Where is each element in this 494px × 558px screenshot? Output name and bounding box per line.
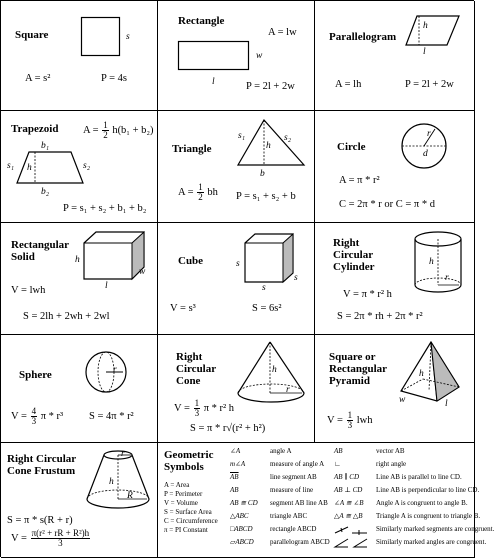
trapezoid-b1-label: b₁ — [41, 141, 50, 151]
symbol-row: □ABCD rectangle ABCD — [230, 525, 317, 533]
cube-side-label-bottom: s — [262, 283, 266, 293]
cone-surface: S = π * r√(r² + h²) — [190, 423, 266, 434]
rectangle-area: A = lw — [268, 27, 297, 38]
square-title: Square — [15, 29, 49, 41]
circle-shape — [401, 123, 447, 169]
cylinder-shape — [413, 231, 463, 293]
cone-title: Right Circular Cone — [176, 351, 216, 387]
pyramid-title: Square or Rectangular Pyramid — [329, 351, 387, 387]
rect-solid-h-label: h — [75, 255, 80, 265]
cell-sphere — [1, 335, 158, 443]
symbol-def: S = Surface Area — [164, 508, 212, 516]
rect-solid-w-label: w — [139, 267, 146, 277]
symbols-col1 — [230, 447, 330, 551]
symbol-row: Similarly marked angles are congruent. — [334, 538, 472, 551]
triangle-h-label: h — [266, 141, 271, 151]
cell-frustum — [1, 443, 158, 558]
cube-volume: V = s³ — [170, 303, 196, 314]
symbol-row: AB vector AB — [334, 447, 405, 455]
cube-side-label-left: s — [236, 259, 240, 269]
symbol-def: V = Volume — [164, 499, 198, 507]
symbol-row: ∠A angle A — [230, 447, 292, 455]
symbol-def: π = PI Constant — [164, 526, 208, 534]
cube-surface: S = 6s² — [252, 303, 282, 314]
trapezoid-s2-label: s₂ — [83, 161, 90, 171]
circle-d-label: d — [423, 149, 428, 159]
frustum-R-label: R — [127, 491, 133, 501]
cylinder-surface: S = 2π * rh + 2π * r² — [337, 311, 423, 322]
sphere-title: Sphere — [19, 369, 52, 381]
rectangle-title: Rectangle — [178, 15, 225, 27]
circle-area: A = π * r² — [339, 175, 380, 186]
rect-solid-surface: S = 2lh + 2wh + 2wl — [23, 311, 110, 322]
cylinder-title: Right Circular Cylinder — [333, 237, 375, 273]
cube-side-label-right: s — [294, 273, 298, 283]
cell-triangle — [158, 111, 315, 223]
symbol-row: Similarly marked segments are congruent. — [334, 525, 472, 538]
pyramid-volume: V = $\frac{1}{3}$ lwh — [327, 410, 373, 430]
triangle-title: Triangle — [172, 143, 212, 155]
pyramid-l-label: l — [445, 399, 448, 409]
triangle-s2-label: s₂ — [284, 133, 291, 143]
frustum-h-label: h — [109, 477, 114, 487]
trapezoid-s1-label: s₁ — [7, 161, 14, 171]
cell-square — [1, 1, 158, 111]
circle-circumference: C = 2π * r or C = π * d — [339, 199, 435, 210]
square-perimeter: P = 4s — [101, 73, 127, 84]
symbol-row: ▱ABCD parallelogram ABCD — [230, 538, 330, 546]
symbol-row: ∟ right angle — [334, 460, 407, 468]
sphere-surface: S = 4π * r² — [89, 411, 134, 422]
cell-cube — [158, 223, 315, 335]
pyramid-shape — [399, 341, 461, 407]
trapezoid-perimeter: P = s₁ + s₂ + b₁ + b₂ — [63, 203, 147, 214]
sphere-shape — [85, 351, 127, 393]
pyramid-h-label: h — [419, 369, 424, 379]
frustum-shape — [85, 447, 151, 511]
cube-shape — [244, 233, 294, 283]
frustum-r-label: r — [121, 449, 125, 459]
symbols-definitions — [164, 481, 218, 535]
symbol-row: ∠A ≅ ∠B Angle A is congruent to angle B. — [334, 499, 468, 507]
cell-trapezoid — [1, 111, 158, 223]
symbols-col2 — [334, 447, 494, 551]
symbol-def: C = Circumference — [164, 517, 218, 525]
symbols-title: Geometric Symbols — [164, 449, 214, 473]
cell-cone — [158, 335, 315, 443]
square-shape — [81, 17, 121, 57]
frustum-volume: V = $\frac{\text{π(r² + rR + R²)h}}{3}$ — [11, 528, 90, 548]
rect-solid-l-label: l — [105, 281, 108, 291]
symbol-row: △A ≅ △B Triangle A is congruent to triangle B. — [334, 512, 481, 520]
cone-h-label: h — [272, 365, 277, 375]
trapezoid-shape — [15, 151, 85, 185]
cell-parallelogram — [315, 1, 475, 111]
symbol-row: $\overline{AB}$ line segment AB — [230, 473, 317, 481]
symbol-row: AB measure of line — [230, 486, 314, 494]
cell-rectangle — [158, 1, 315, 111]
triangle-perimeter: P = s₁ + s₂ + b — [236, 191, 296, 202]
sphere-r-label: r — [113, 365, 117, 375]
symbol-row: m∠A measure of angle A — [230, 460, 325, 468]
symbol-def: A = Area — [164, 481, 190, 489]
cube-title: Cube — [178, 255, 204, 267]
rect-solid-title: Rectangular Solid — [11, 239, 69, 263]
frustum-title: Right Circular Cone Frustum — [7, 453, 76, 477]
trapezoid-title: Trapezoid — [11, 123, 59, 135]
square-area: A = s² — [25, 73, 51, 84]
parallelogram-area: A = lh — [335, 79, 362, 90]
parallelogram-title: Parallelogram — [329, 31, 397, 43]
cone-r-label: r — [286, 385, 290, 395]
symbol-def: P = Perimeter — [164, 490, 203, 498]
symbol-row: AB ⊥ CD Line AB is perpendicular to line CD. — [334, 486, 480, 494]
cell-cylinder — [315, 223, 475, 335]
rectangle-perimeter: P = 2l + 2w — [246, 81, 295, 92]
cylinder-volume: V = π * r² h — [343, 289, 392, 300]
rect-solid-volume: V = lwh — [11, 285, 46, 296]
pyramid-w-label: w — [399, 395, 406, 405]
square-side-label: s — [126, 32, 130, 42]
parallelogram-perimeter: P = 2l + 2w — [405, 79, 454, 90]
frustum-surface: S = π * s(R + r) — [7, 515, 73, 526]
triangle-area: A = $\frac{1}{2}$ bh — [178, 182, 218, 202]
trapezoid-h-label: h — [27, 163, 32, 173]
trapezoid-b2-label: b₂ — [41, 187, 50, 197]
congruent-segments-icon — [334, 525, 368, 535]
cone-volume: V = $\frac{1}{3}$ π * r² h — [174, 398, 235, 418]
cylinder-h-label: h — [429, 257, 434, 267]
triangle-b-label: b — [260, 169, 265, 179]
parallelogram-shape — [405, 15, 461, 49]
cell-symbols — [158, 443, 494, 558]
circle-r-label: r — [427, 129, 431, 139]
sphere-volume: V = $\frac{4}{3}$ π * r³ — [11, 406, 64, 426]
cell-pyramid — [315, 335, 475, 443]
triangle-s1-label: s₁ — [238, 131, 245, 141]
cone-shape — [236, 341, 306, 405]
symbol-row: AB ∥ CD Line AB is parallel to line CD. — [334, 473, 462, 481]
symbol-row: AB ≅ CD segment AB line AB — [230, 499, 328, 507]
symbol-row: △ABC triangle ABC — [230, 512, 308, 520]
trapezoid-area: A = $\frac{1}{2}$ h(b₁ + b₂) — [83, 120, 154, 140]
congruent-angles-icon — [334, 538, 368, 548]
rectangle-w-label: w — [256, 51, 263, 61]
circle-title: Circle — [337, 141, 366, 153]
parallelogram-h-label: h — [423, 21, 428, 31]
parallelogram-l-label: l — [423, 47, 426, 57]
rectangle-shape — [178, 41, 250, 71]
cylinder-r-label: r — [445, 273, 449, 283]
rectangle-l-label: l — [212, 77, 215, 87]
cell-circle — [315, 111, 475, 223]
rect-solid-shape — [83, 231, 145, 281]
triangle-shape — [236, 119, 306, 167]
cell-rectangular-solid — [1, 223, 158, 335]
